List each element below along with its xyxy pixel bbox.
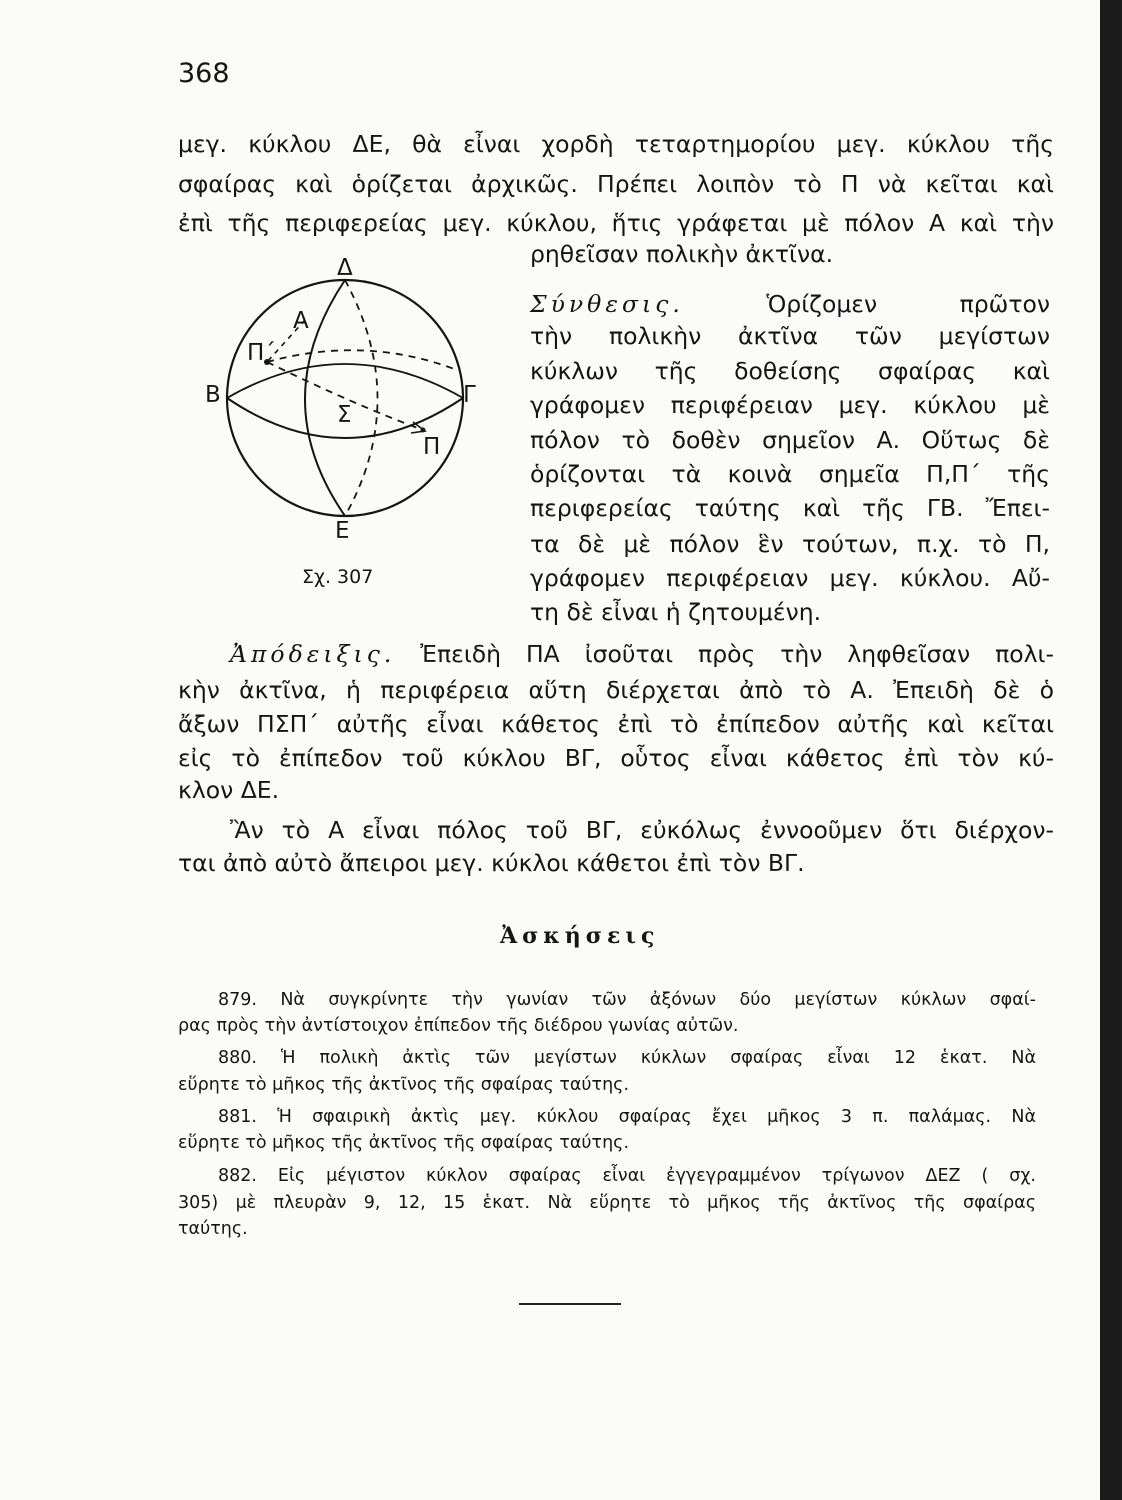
exercise-line: ρας πρὸς τὴν ἀντίστοιχον ἐπίπεδον τῆς διέδρου γωνίας αὐτῶν. <box>178 1016 739 1036</box>
label-pi-prime: Π΄ <box>247 340 276 366</box>
figure-caption: Σχ. 307 <box>302 566 374 588</box>
label-gamma: Γ <box>463 382 476 408</box>
text-line: ἐπὶ τῆς περιφερείας μεγ. κύκλου, ἥτις γράφεται μὲ πόλον Α καὶ τὴν <box>178 209 1054 237</box>
label-sigma: Σ <box>337 402 352 428</box>
text-line: ρηθεῖσαν πολικὴν ἀκτῖνα. <box>530 240 834 268</box>
exercise-line: εὕρητε τὸ μῆκος τῆς ἀκτῖνος τῆς σφαίρας ταύτης. <box>178 1075 630 1095</box>
text-line: Ἂν τὸ Α εἶναι πόλος τοῦ ΒΓ, εὐκόλως ἐννοοῦμεν ὅτι διέρχον- <box>230 816 1054 844</box>
text-line: κλον ΔΕ. <box>178 776 280 804</box>
label-delta: Δ <box>337 255 353 281</box>
text-line: ται ἀπὸ αὐτὸ ἄπειροι μεγ. κύκλοι κάθετοι ἐπὶ τὸν ΒΓ. <box>178 849 805 877</box>
text-line: εἰς τὸ ἐπίπεδον τοῦ κύκλου ΒΓ, οὗτος εἶναι κάθετος ἐπὶ τὸν κύ- <box>178 744 1054 772</box>
meridian-front <box>305 280 345 516</box>
label-pi: Π <box>423 434 441 460</box>
text-line: κύκλων τῆς δοθείσης σφαίρας καὶ <box>530 357 1050 385</box>
exercises-heading: Ἀσκήσεις <box>500 923 660 949</box>
label-alpha: Α <box>293 308 309 334</box>
exercise-line: 881. Ἡ σφαιρικὴ ἀκτὶς μεγ. κύκλου σφαίρας ἔχει μῆκος 3 π. παλάμας. Νὰ <box>218 1107 1036 1127</box>
text-line: μεγ. κύκλου ΔΕ, θὰ εἶναι χορδὴ τεταρτημορίου μεγ. κύκλου τῆς <box>178 130 1054 158</box>
exercise-line: 882. Εἰς μέγιστον κύκλον σφαίρας εἶναι ἐγγεγραμμένον τρίγωνον ΔΕΖ ( σχ. <box>218 1166 1036 1186</box>
label-beta: Β <box>205 382 221 408</box>
proof-label: Ἀπόδειξις. <box>230 640 396 668</box>
synthesis-label: Σύνθεσις. <box>530 290 684 318</box>
text-line: κὴν ἀκτῖνα, ἡ περιφέρεια αὕτη διέρχεται ἀπὸ τὸ Α. Ἐπειδὴ δὲ ὁ <box>178 676 1054 704</box>
synthesis-first-line <box>530 287 1050 321</box>
meridian-back <box>345 280 378 516</box>
proof-first-text: Ἐπειδὴ ΠΑ ἰσοῦται πρὸς τὴν ληφθεῖσαν πολι- <box>420 640 1054 668</box>
polar-circle-back <box>267 350 457 370</box>
exercise-line: 879. Νὰ συγκρίνητε τὴν γωνίαν τῶν ἀξόνων δύο μεγίστων κύκλων σφαί- <box>218 990 1036 1010</box>
proof-first-line <box>230 637 1054 671</box>
sphere-outline <box>227 280 463 516</box>
text-line: τὴν πολικὴν ἀκτῖνα τῶν μεγίστων <box>530 322 1050 350</box>
exercise-line: ταύτης. <box>178 1219 248 1239</box>
text-line: περιφερείας ταύτης καὶ τῆς ΓΒ. Ἔπει- <box>530 494 1050 522</box>
exercise-line: εὕρητε τὸ μῆκος τῆς ἀκτῖνος τῆς σφαίρας ταύτης. <box>178 1133 630 1153</box>
text-line: γράφομεν περιφέρειαν μεγ. κύκλου. Αὔ- <box>530 564 1050 592</box>
exercise-line: 305) μὲ πλευρὰν 9, 12, 15 ἑκατ. Νὰ εὕρητε τὸ μῆκος τῆς ἀκτῖνος τῆς σφαίρας <box>178 1193 1036 1213</box>
page-edge <box>1100 0 1122 1500</box>
exercise-line: 880. Ἡ πολικὴ ἀκτὶς τῶν μεγίστων κύκλων σφαίρας εἶναι 12 ἑκατ. Νὰ <box>218 1048 1036 1068</box>
text-line: ἄξων ΠΣΠ΄ αὐτῆς εἶναι κάθετος ἐπὶ τὸ ἐπίπεδον αὐτῆς καὶ κεῖται <box>178 710 1054 738</box>
text-line: ὁρίζονται τὰ κοινὰ σημεῖα Π,Π΄ τῆς <box>530 460 1050 488</box>
text-line: τη δὲ εἶναι ἡ ζητουμένη. <box>530 598 822 626</box>
text-line: γράφομεν περιφέρειαν μεγ. κύκλου μὲ <box>530 391 1050 419</box>
text-line: τα δὲ μὲ πόλον ἓν τούτων, π.χ. τὸ Π, <box>530 530 1050 558</box>
equator-back <box>227 364 463 398</box>
synthesis-first-text: Ὁρίζομεν πρῶτον <box>766 290 1050 318</box>
page-number: 368 <box>178 58 230 89</box>
text-line: σφαίρας καὶ ὁρίζεται ἀρχικῶς. Πρέπει λοιπὸν τὸ Π νὰ κεῖται καὶ <box>178 170 1054 198</box>
sphere-figure <box>195 250 485 550</box>
end-rule <box>519 1303 621 1305</box>
label-epsilon: Ε <box>335 518 350 544</box>
text-line: πόλον τὸ δοθὲν σημεῖον Α. Οὕτως δὲ <box>530 426 1050 454</box>
